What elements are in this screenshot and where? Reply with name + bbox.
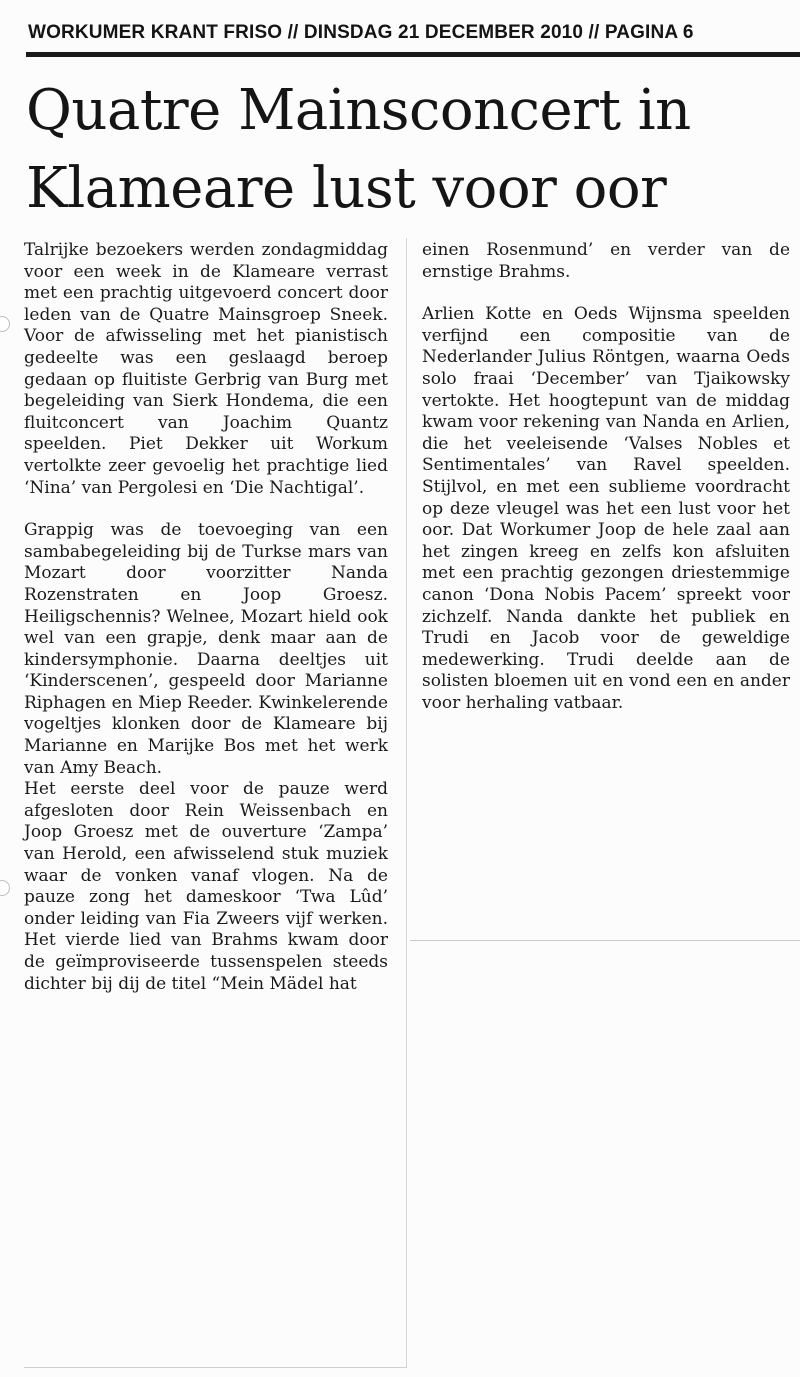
article-paragraph: Het eerste deel voor de pauze werd afgesloten door Rein Weissenbach en Joop Groesz met de ouverture ‘Zampa’ van Herold, een afwisselend stuk muziek waar de vonken vanaf vlogen. Na de pauze zong het dameskoor ‘Twa Lûd’ onder leiding van Fia Zweers vijf werken. Het vierde lied van Brahms kwam door de geïmproviseerde tussenspelen steeds dichter bij dij de titel “Mein Mädel hat bbox=[24, 779, 388, 994]
article-end-rule bbox=[24, 1367, 406, 1368]
masthead-header: WORKUMER KRANT FRISO // DINSDAG 21 DECEMBER 2010 // PAGINA 6 bbox=[28, 22, 694, 43]
punch-hole-mark bbox=[0, 880, 10, 896]
masthead-rule bbox=[26, 52, 800, 57]
article-headline bbox=[26, 72, 800, 228]
column-end-rule bbox=[410, 940, 800, 941]
article-paragraph: Talrijke bezoekers werden zondagmiddag voor een week in de Klameare verrast met een prachtig uitgevoerd concert door leden van de Quatre Mainsgroep Sneek. Voor de afwisseling met het pianistisch gedeelte was een geslaagd beroep gedaan op fluitiste Gerbrig van Burg met begeleiding van Sierk Hondema, die een fluitconcert van Joachim Quantz speelden. Piet Dekker uit Workum vertolkte zeer gevoelig het prachtige lied ‘Nina’ van Pergolesi en ‘Die Nachtigal’. bbox=[24, 240, 388, 498]
article-paragraph: einen Rosenmund’ en verder van de ernstige Brahms. bbox=[422, 240, 790, 282]
article-paragraph: Arlien Kotte en Oeds Wijnsma speelden verfijnd een compositie van de Nederlander Julius Röntgen, waarna Oeds solo fraai ‘December’ van Tjaikowsky vertokte. Het hoogtepunt van de middag kwam voor rekening van Nanda en Arlien, die het veeleisende ‘Valses Nobles et Sentimentales’ van Ravel speelden. Stijlvol, en met een sublieme voordracht op deze vleugel was het een lust voor het oor. Dat Workumer Joop de hele zaal aan het zingen kreeg en zelfs kon afsluiten met een prachtig gezongen driestemmige canon ‘Dona Nobis Pacem’ spreekt voor zichzelf. Nanda dankte het publiek en Trudi en Jacob voor de geweldige medewerking. Trudi deelde aan de solisten bloemen uit en vond een en ander voor herhaling vatbaar. bbox=[422, 304, 790, 713]
article-column-left bbox=[24, 240, 388, 995]
headline-line-2: Klameare lust voor oor bbox=[26, 156, 667, 221]
punch-hole-mark bbox=[0, 316, 10, 332]
headline-line-1: Quatre Mainsconcert in bbox=[26, 78, 691, 143]
article-paragraph: Grappig was de toevoeging van een sambabegeleiding bij de Turkse mars van Mozart door voorzitter Nanda Rozenstraten en Joop Groesz. Heiligschennis? Welnee, Mozart hield ook wel van een grapje, denk maar aan de kindersymphonie. Daarna deeltjes uit ‘Kinderscenen’, gespeeld door Marianne Riphagen en Miep Reeder. Kwinkelerende vogeltjes klonken door de Klameare bij Marianne en Marijke Bos met het werk van Amy Beach. bbox=[24, 520, 388, 778]
article-column-right bbox=[422, 240, 790, 714]
column-divider bbox=[406, 238, 407, 1368]
